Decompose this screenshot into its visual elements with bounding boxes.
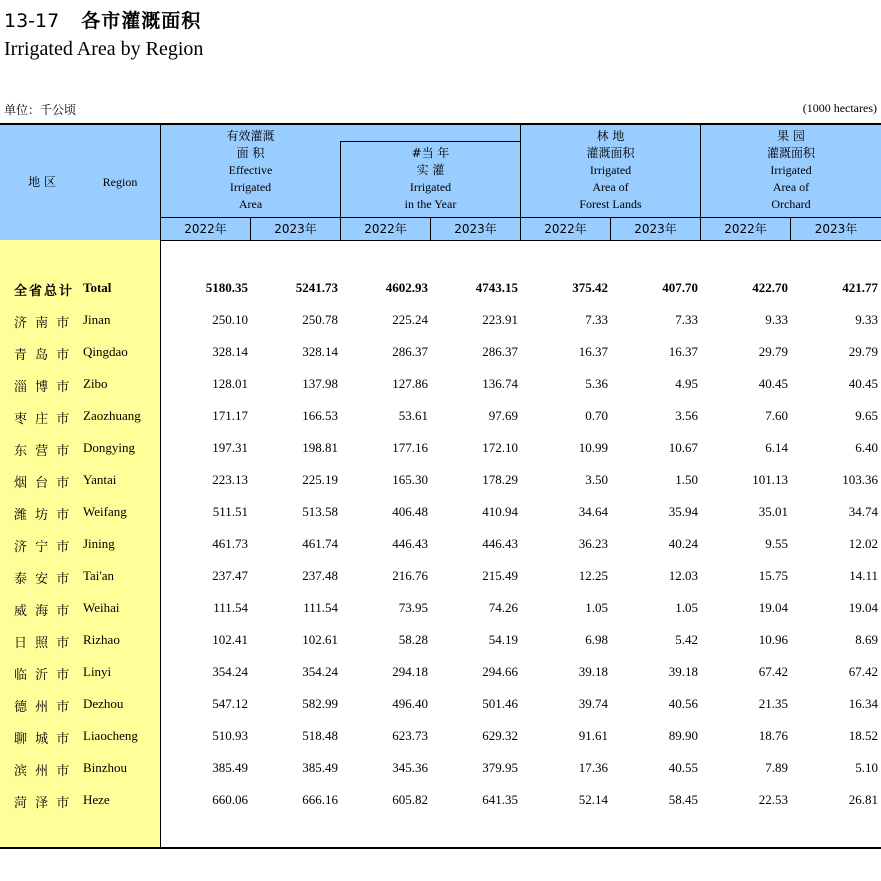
region-name-cn: 临 沂 市: [14, 668, 72, 683]
table-cell: 10.67: [668, 440, 698, 455]
table-cell: 6.40: [855, 440, 878, 455]
grid-line: [430, 217, 431, 240]
table-cell: 40.45: [758, 376, 788, 391]
table-cell: 375.42: [572, 280, 608, 295]
year-header: 2023年: [814, 222, 858, 236]
table-cell: 166.53: [302, 408, 338, 423]
table-cell: 5.36: [585, 376, 608, 391]
table-cell: 18.76: [758, 728, 788, 743]
region-name-en: Tai'an: [83, 568, 115, 583]
table-row-total: [0, 278, 881, 298]
table-row: [0, 694, 881, 714]
table-cell: 1.05: [675, 600, 698, 615]
table-cell: 36.23: [578, 536, 608, 551]
table-cell: 102.61: [302, 632, 338, 647]
region-name-en: Zibo: [83, 376, 108, 391]
grid-line: [341, 141, 520, 142]
unit-label-cn: 单位：千公顷: [4, 103, 77, 117]
table-cell: 35.94: [668, 504, 698, 519]
table-cell: 410.94: [482, 504, 518, 519]
table-cell: 225.24: [392, 312, 428, 327]
table-cell: 9.55: [765, 536, 788, 551]
table-cell: 385.49: [302, 760, 338, 775]
table-cell: 171.17: [212, 408, 248, 423]
table-cell: 12.25: [578, 568, 608, 583]
table-cell: 35.01: [758, 504, 788, 519]
table-cell: 40.55: [668, 760, 698, 775]
table-cell: 111.54: [303, 600, 338, 615]
unit-label-en: (1000 hectares): [802, 101, 877, 115]
region-name-en: Total: [83, 280, 112, 295]
table-cell: 629.32: [482, 728, 518, 743]
table-cell: 461.73: [212, 536, 248, 551]
table-cell: 91.61: [578, 728, 608, 743]
table-row: [0, 406, 881, 426]
table-cell: 73.95: [398, 600, 428, 615]
table-cell: 5241.73: [295, 280, 338, 295]
year-header: 2022年: [724, 222, 767, 236]
region-name-en: Qingdao: [83, 344, 128, 359]
region-name-en: Yantai: [83, 472, 117, 487]
table-cell: 379.95: [482, 760, 518, 775]
table-row: [0, 470, 881, 490]
year-header: 2022年: [364, 222, 407, 236]
table-cell: 225.19: [302, 472, 338, 487]
table-row: [0, 758, 881, 778]
table-cell: 198.81: [302, 440, 338, 455]
year-header: 2023年: [274, 222, 317, 236]
table-row: [0, 342, 881, 362]
region-name-cn: 烟 台 市: [14, 476, 72, 491]
table-cell: 34.74: [848, 504, 878, 519]
region-name-cn: 潍 坊 市: [14, 508, 72, 523]
year-header: 2023年: [454, 222, 497, 236]
table-cell: 496.40: [392, 696, 428, 711]
table-cell: 165.30: [392, 472, 428, 487]
table-cell: 406.48: [392, 504, 428, 519]
table-cell: 127.86: [392, 376, 428, 391]
table-cell: 446.43: [392, 536, 428, 551]
region-name-cn: 全省总计: [14, 284, 75, 299]
table-cell: 666.16: [302, 792, 338, 807]
table-cell: 582.99: [302, 696, 338, 711]
table-number: 13-17: [4, 10, 60, 32]
table-row: [0, 662, 881, 682]
table-cell: 250.78: [302, 312, 338, 327]
region-name-cn: 日 照 市: [14, 636, 72, 651]
table-cell: 111.54: [213, 600, 248, 615]
table-cell: 641.35: [482, 792, 518, 807]
region-name-en: Dezhou: [83, 696, 124, 711]
table-title-cn: 各市灌溉面积: [81, 10, 202, 32]
grid-line: [610, 217, 611, 240]
header-region-cn: 地 区: [28, 175, 56, 189]
region-name-cn: 济 南 市: [14, 316, 72, 331]
region-name-cn: 济 宁 市: [14, 540, 72, 555]
table-cell: 286.37: [392, 344, 428, 359]
table-cell: 7.33: [585, 312, 608, 327]
table-row: [0, 374, 881, 394]
table-cell: 16.37: [578, 344, 608, 359]
header-region-en: Region: [102, 175, 138, 189]
header-effective: 有效灌溉 面 积 Effective Irrigated Area: [226, 129, 275, 211]
table-cell: 215.49: [482, 568, 518, 583]
header-orchard: 果 园 灌溉面积 Irrigated Area of Orchard: [766, 129, 815, 211]
table-cell: 21.35: [758, 696, 788, 711]
table-cell: 19.04: [758, 600, 788, 615]
table-cell: 29.79: [848, 344, 878, 359]
table-cell: 623.73: [392, 728, 428, 743]
page-title-cn: [4, 6, 201, 33]
grid-line: [161, 217, 881, 218]
region-name-en: Binzhou: [83, 760, 128, 775]
table-cell: 40.45: [848, 376, 878, 391]
table-cell: 7.60: [765, 408, 788, 423]
table-cell: 1.05: [585, 600, 608, 615]
table-row: [0, 598, 881, 618]
table-bottom-rule: [0, 847, 881, 849]
table-cell: 421.77: [842, 280, 878, 295]
table-cell: 4602.93: [385, 280, 428, 295]
table-cell: 5.42: [675, 632, 698, 647]
table-cell: 103.36: [842, 472, 878, 487]
region-name-en: Rizhao: [83, 632, 120, 647]
table-cell: 10.96: [758, 632, 788, 647]
table-cell: 14.11: [849, 568, 878, 583]
table-cell: 605.82: [392, 792, 428, 807]
table-cell: 294.66: [482, 664, 518, 679]
year-header: 2022年: [184, 222, 227, 236]
table-cell: 511.51: [212, 504, 248, 519]
table-cell: 177.16: [392, 440, 428, 455]
table-cell: 197.31: [212, 440, 248, 455]
table-cell: 7.89: [765, 760, 788, 775]
table-cell: 547.12: [212, 696, 248, 711]
table-cell: 385.49: [212, 760, 248, 775]
table-cell: 4743.15: [475, 280, 518, 295]
grid-line: [700, 125, 701, 240]
table-cell: 510.93: [212, 728, 248, 743]
table-cell: 67.42: [758, 664, 788, 679]
table-cell: 286.37: [482, 344, 518, 359]
table-cell: 5180.35: [205, 280, 248, 295]
table-cell: 19.04: [848, 600, 878, 615]
table-cell: 12.02: [848, 536, 878, 551]
region-name-en: Jining: [83, 536, 115, 551]
table-cell: 250.10: [212, 312, 248, 327]
region-name-en: Liaocheng: [83, 728, 138, 743]
table-cell: 137.98: [302, 376, 338, 391]
table-cell: 178.29: [482, 472, 518, 487]
table-cell: 74.26: [488, 600, 518, 615]
table-cell: 5.10: [855, 760, 878, 775]
table-cell: 501.46: [482, 696, 518, 711]
region-name-cn: 菏 泽 市: [14, 796, 72, 811]
header-actual: #当 年 实 灌 Irrigated in the Year: [404, 146, 457, 211]
region-name-en: Dongying: [83, 440, 135, 455]
table-cell: 407.70: [662, 280, 698, 295]
year-header: 2022年: [544, 222, 587, 236]
table-cell: 223.91: [482, 312, 518, 327]
table-cell: 15.75: [758, 568, 788, 583]
region-name-cn: 泰 安 市: [14, 572, 72, 587]
table-cell: 40.24: [668, 536, 698, 551]
grid-line: [340, 141, 341, 240]
grid-line: [790, 217, 791, 240]
table-cell: 39.74: [578, 696, 608, 711]
table-cell: 136.74: [482, 376, 518, 391]
table-cell: 89.90: [668, 728, 698, 743]
table-cell: 223.13: [212, 472, 248, 487]
region-name-en: Weihai: [83, 600, 120, 615]
table-cell: 29.79: [758, 344, 788, 359]
table-cell: 97.69: [488, 408, 518, 423]
region-name-en: Weifang: [83, 504, 127, 519]
table-cell: 39.18: [668, 664, 698, 679]
region-name-cn: 聊 城 市: [14, 732, 72, 747]
region-name-en: Heze: [83, 792, 110, 807]
table-cell: 52.14: [578, 792, 608, 807]
table-cell: 237.47: [212, 568, 248, 583]
grid-line: [520, 125, 521, 240]
table-cell: 660.06: [212, 792, 248, 807]
table-cell: 17.36: [578, 760, 608, 775]
region-name-en: Zaozhuang: [83, 408, 141, 423]
table-cell: 422.70: [752, 280, 788, 295]
page-title-en: Irrigated Area by Region: [4, 38, 204, 60]
table-cell: 172.10: [482, 440, 518, 455]
table-cell: 7.33: [675, 312, 698, 327]
table-cell: 6.14: [765, 440, 788, 455]
table-cell: 328.14: [212, 344, 248, 359]
table-cell: 101.13: [752, 472, 788, 487]
table-cell: 53.61: [398, 408, 428, 423]
region-name-en: Jinan: [83, 312, 111, 327]
table-cell: 40.56: [668, 696, 698, 711]
table-cell: 67.42: [848, 664, 878, 679]
table-row: [0, 502, 881, 522]
table-cell: 518.48: [302, 728, 338, 743]
table-cell: 354.24: [212, 664, 248, 679]
table-row: [0, 310, 881, 330]
table-cell: 446.43: [482, 536, 518, 551]
region-name-cn: 威 海 市: [14, 604, 72, 619]
region-name-cn: 淄 博 市: [14, 380, 72, 395]
table-cell: 9.65: [855, 408, 878, 423]
header-forest: 林 地 灌溉面积 Irrigated Area of Forest Lands: [579, 129, 642, 211]
table-row: [0, 726, 881, 746]
table-cell: 328.14: [302, 344, 338, 359]
table-cell: 16.37: [668, 344, 698, 359]
table-cell: 345.36: [392, 760, 428, 775]
table-cell: 10.99: [578, 440, 608, 455]
table-cell: 128.01: [212, 376, 248, 391]
table-cell: 4.95: [675, 376, 698, 391]
region-name-cn: 德 州 市: [14, 700, 72, 715]
table-cell: 16.34: [848, 696, 878, 711]
table-cell: 1.50: [675, 472, 698, 487]
table-row: [0, 438, 881, 458]
table-cell: 294.18: [392, 664, 428, 679]
region-name-cn: 枣 庄 市: [14, 412, 72, 427]
table-cell: 0.70: [585, 408, 608, 423]
year-header: 2023年: [634, 222, 677, 236]
table-cell: 6.98: [585, 632, 608, 647]
table-row: [0, 790, 881, 810]
table-cell: 58.28: [398, 632, 428, 647]
table-cell: 513.58: [302, 504, 338, 519]
table-cell: 216.76: [392, 568, 428, 583]
table-cell: 3.56: [675, 408, 698, 423]
table-cell: 8.69: [855, 632, 878, 647]
table-cell: 237.48: [302, 568, 338, 583]
table-cell: 18.52: [848, 728, 878, 743]
table-cell: 34.64: [578, 504, 608, 519]
table-cell: 22.53: [758, 792, 788, 807]
region-name-cn: 青 岛 市: [14, 348, 72, 363]
region-name-cn: 滨 州 市: [14, 764, 72, 779]
table-cell: 102.41: [212, 632, 248, 647]
table-row: [0, 566, 881, 586]
table-cell: 12.03: [668, 568, 698, 583]
region-name-en: Linyi: [83, 664, 112, 679]
table-cell: 26.81: [848, 792, 878, 807]
table-cell: 461.74: [302, 536, 338, 551]
table-cell: 3.50: [585, 472, 608, 487]
region-name-cn: 东 营 市: [14, 444, 72, 459]
table-cell: 9.33: [855, 312, 878, 327]
table-cell: 39.18: [578, 664, 608, 679]
table-row: [0, 534, 881, 554]
table-row: [0, 630, 881, 650]
table-cell: 9.33: [765, 312, 788, 327]
table-cell: 58.45: [668, 792, 698, 807]
table-cell: 354.24: [302, 664, 338, 679]
grid-line: [250, 217, 251, 240]
table-cell: 54.19: [488, 632, 518, 647]
